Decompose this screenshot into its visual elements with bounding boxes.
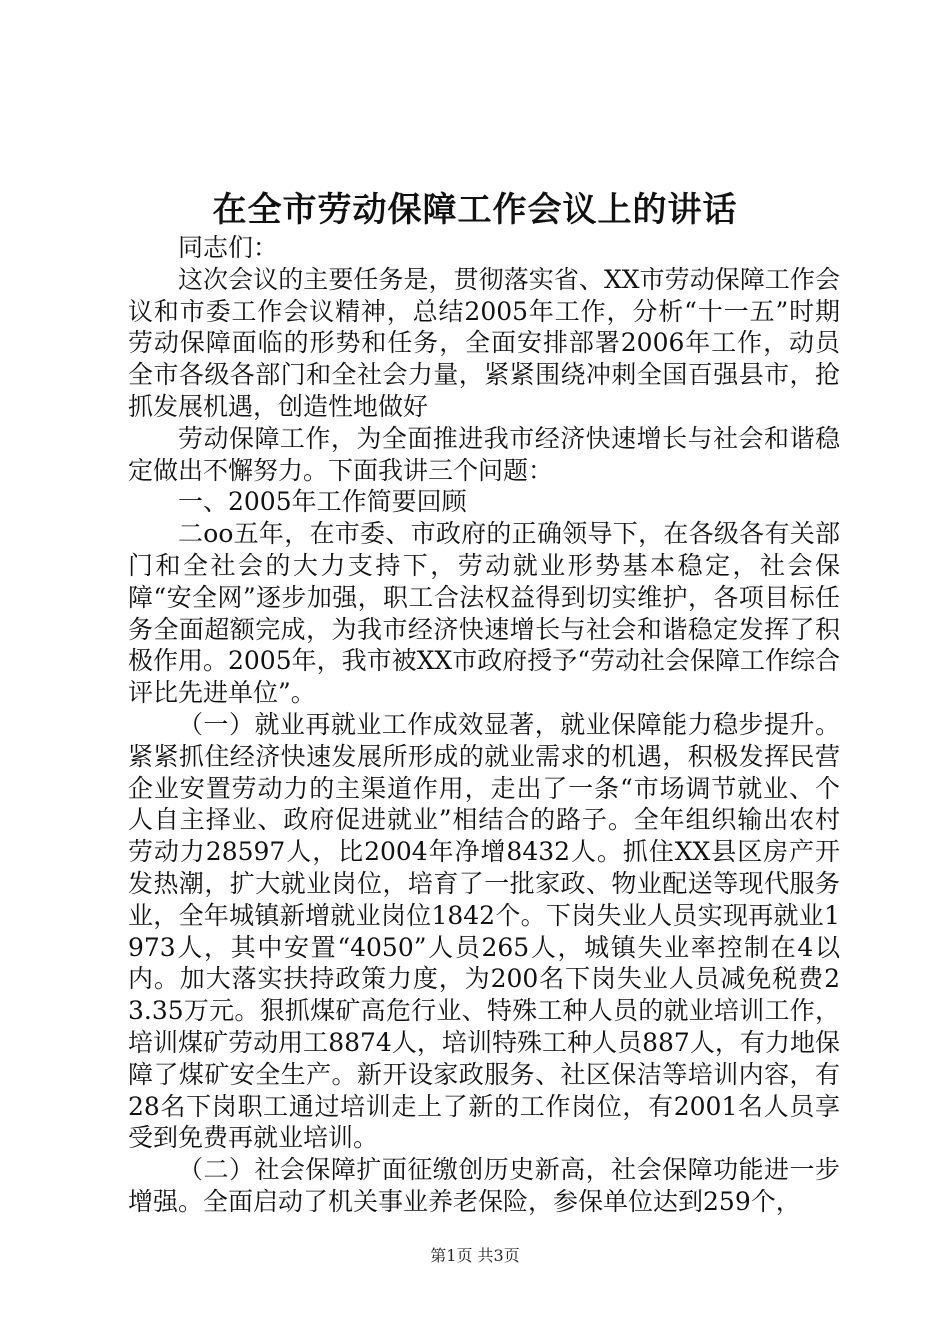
body-paragraph: （二）社会保障扩面征缴创历史新高，社会保障功能进一步增强。全面启动了机关事业养老保险，参保单位达到259个， <box>128 1155 840 1216</box>
document-title: 在全市劳动保障工作会议上的讲话 <box>212 190 738 230</box>
body-paragraph: （一）就业再就业工作成效显著，就业保障能力稳步提升。紧紧抓住经济快速发展所形成的就业需求的机遇，积极发挥民营企业安置劳动力的主渠道作用，走出了一条“市场调节就业、个人自主择业、政府促进就业”相结合的路子。全年组织输出农村劳动力28597人，比2004年净增8432人。抓住XX县区房产开发热潮，扩大就业岗位，培育了一批家政、物业配送等现代服务业，全年城镇新增就业岗位1842个。下岗失业人员实现再就业1973人，其中安置“4050”人员265人，城镇失业率控制在4以内。加大落实扶持政策力度，为200名下岗失业人员减免税费23.35万元。狠抓煤矿高危行业、特殊工种人员的就业培训工作，培训煤矿劳动用工8874人，培训特殊工种人员887人，有力地保障了煤矿安全生产。新开设家政服务、社区保洁等培训内容，有28名下岗职工通过培训走上了新的工作岗位，有2001名人员享受到免费再就业培训。 <box>128 709 840 1153</box>
greeting-paragraph: 同志们： <box>178 233 279 262</box>
body-paragraph: 二oo五年，在市委、市政府的正确领导下，在各级各有关部门和全社会的大力支持下，劳动就业形势基本稳定，社会保障“安全网”逐步加强，职工合法权益得到切实维护，各项目标任务全面超额完成，为我市经济快速增长与社会和谐稳定发挥了积极作用。2005年，我市被XX市政府授予“劳动社会保障工作综合评比先进单位”。 <box>128 519 841 708</box>
section-heading: 一、2005年工作简要回顾 <box>178 487 467 517</box>
body-paragraph: 这次会议的主要任务是，贯彻落实省、XX市劳动保障工作会议和市委工作会议精神，总结2005年工作，分析“十一五”时期劳动保障面临的形势和任务，全面安排部署2006年工作，动员全市各级各部门和全社会力量，紧紧围绕冲刺全国百强县市，抢抓发展机遇，创造性地做好 <box>128 264 840 421</box>
body-paragraph: 劳动保障工作，为全面推进我市经济快速增长与社会和谐稳定做出不懈努力。下面我讲三个问题： <box>128 423 840 485</box>
document-body <box>128 232 840 1218</box>
page-footer: 第1页 共3页 <box>430 1246 520 1265</box>
